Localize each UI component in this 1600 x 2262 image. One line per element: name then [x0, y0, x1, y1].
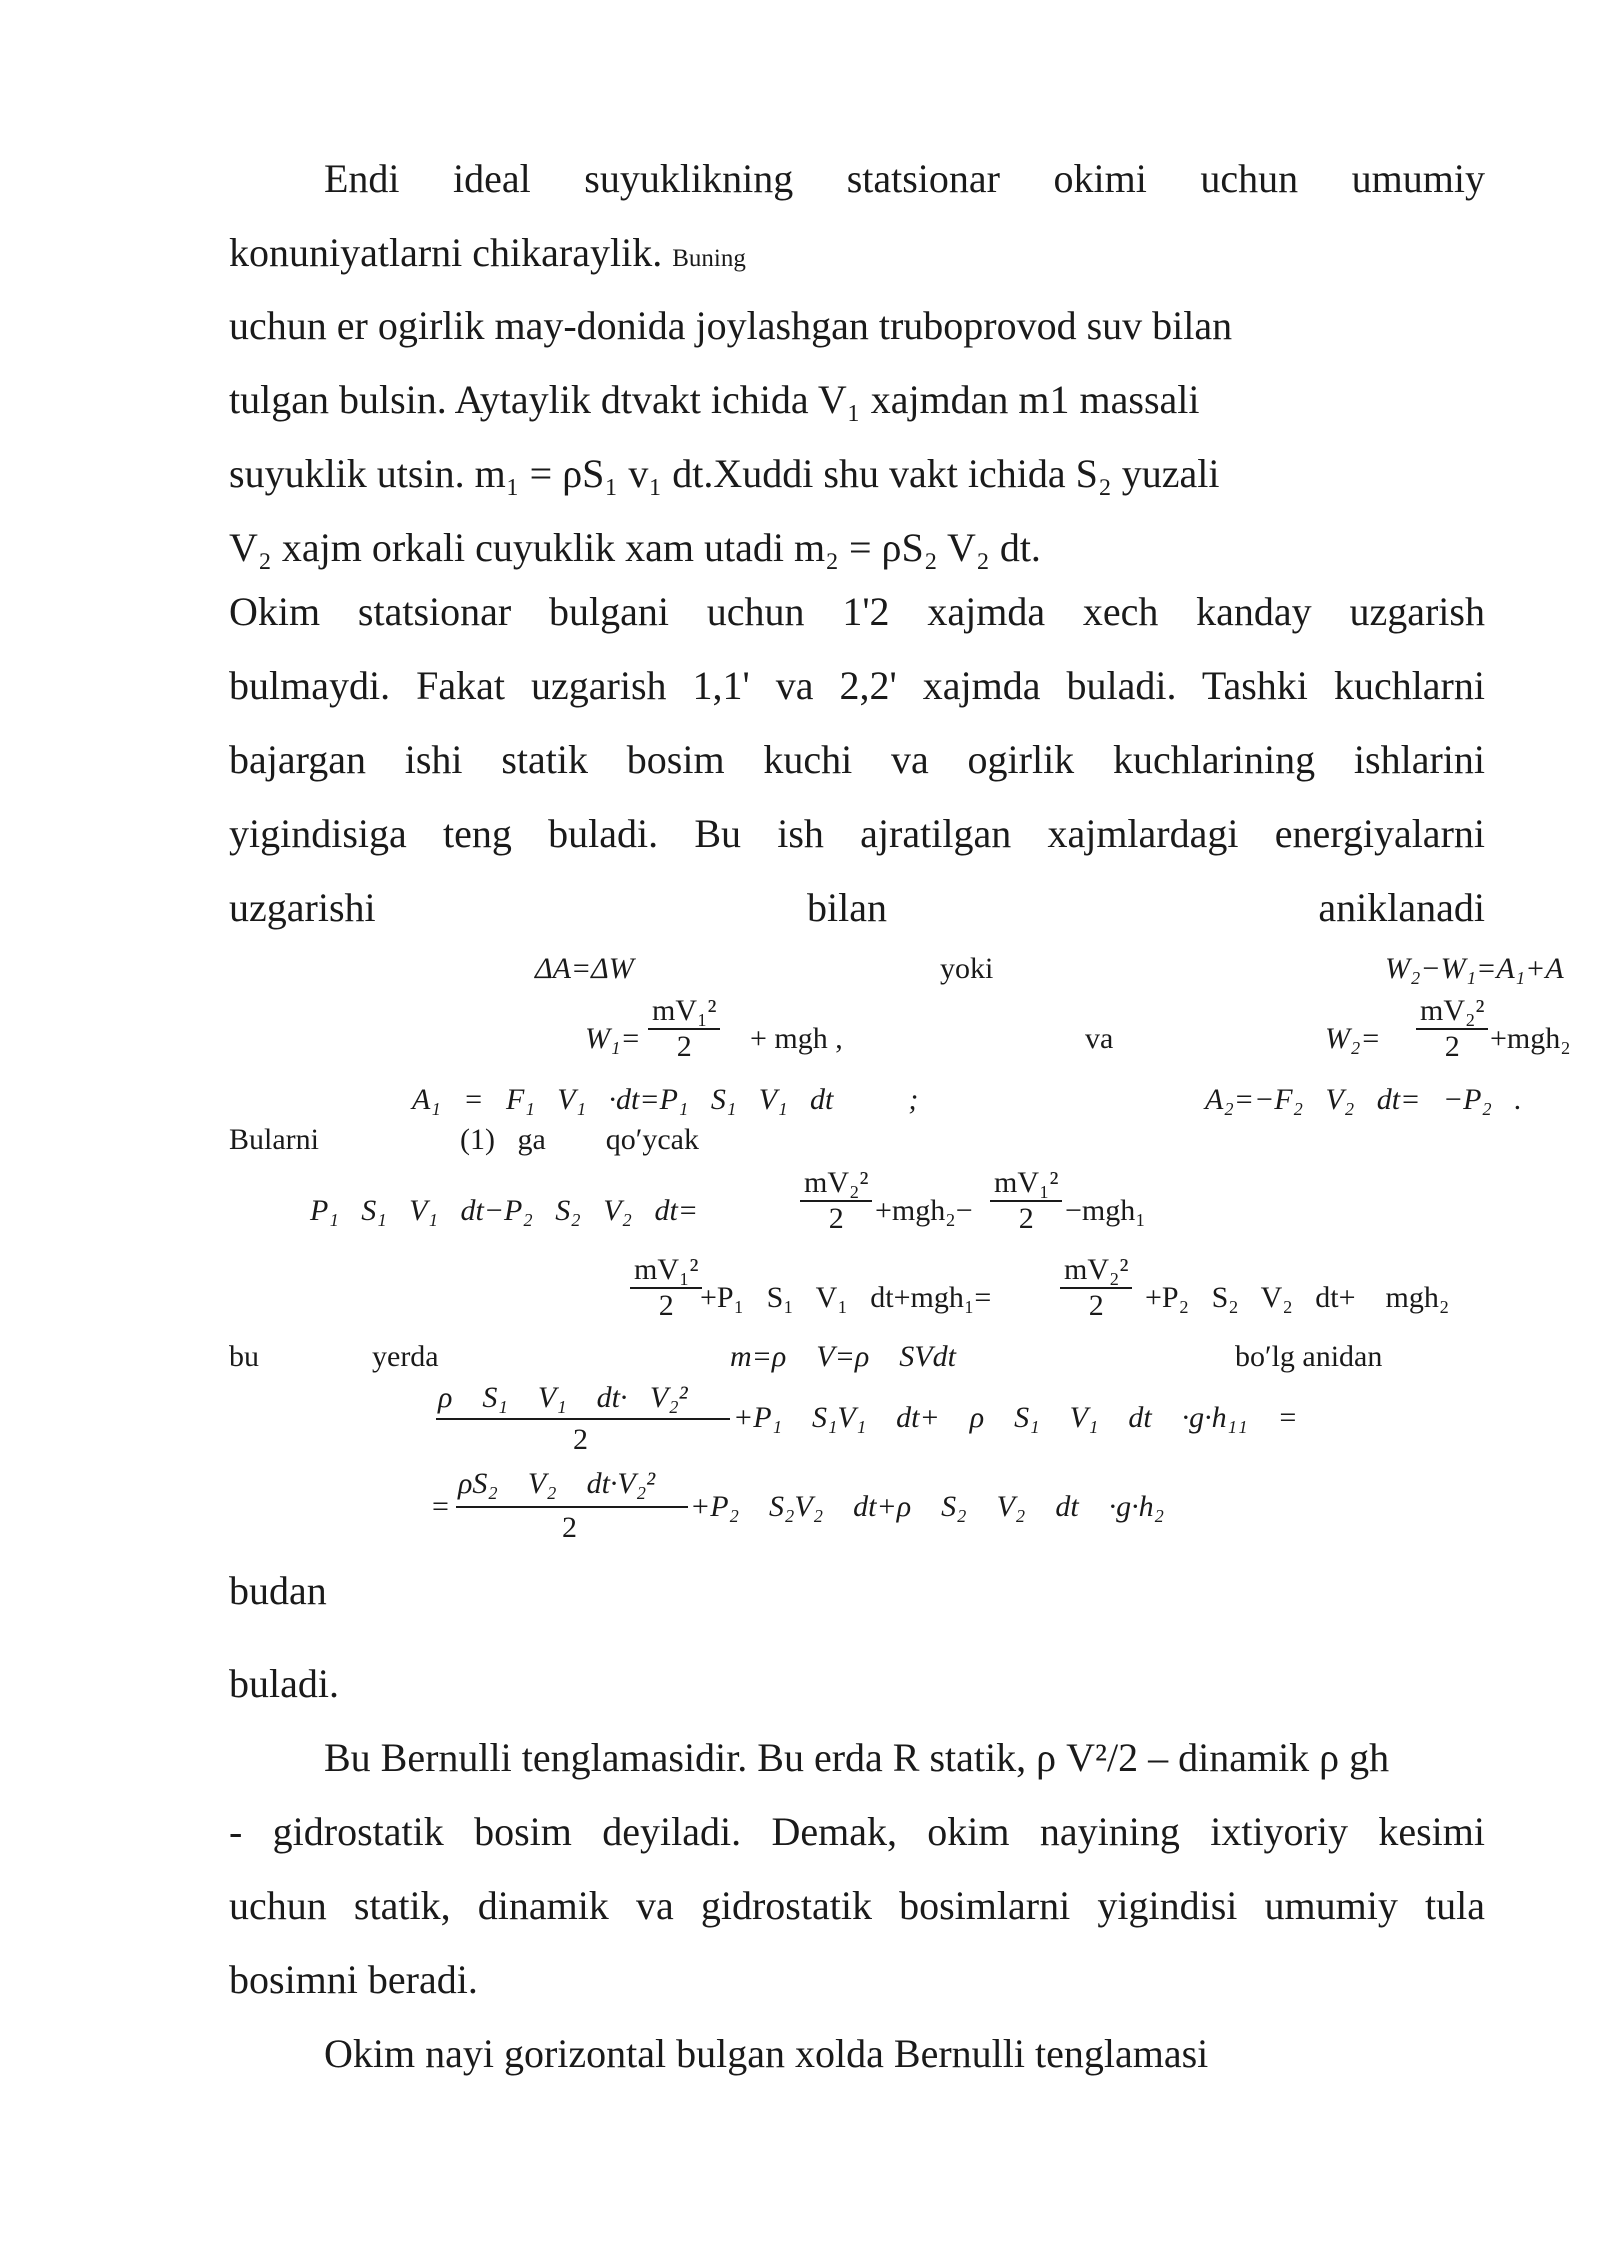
- word: uzgarishi: [229, 885, 376, 930]
- para3-line3: uchun statik, dinamik va gidrostatik bosimlarni yigindisi umumiy tula: [229, 1883, 1485, 1928]
- denominator: 2: [658, 1289, 674, 1322]
- bularni-rest: (1) ga qo′ycak: [460, 1123, 699, 1156]
- eq-a2: A₂=−F₂ V₂ dt= −P₂ .: [1205, 1083, 1522, 1116]
- word: umumiy: [1351, 156, 1485, 201]
- numerator: mV₂²: [800, 1166, 872, 1202]
- eq-w-diff: W₂−W₁=A₁+A: [1385, 952, 1564, 985]
- eq-e3-tail: +P₁ S₁V₁ dt+ ρ S₁ V₁ dt ·g·h₁₁ =: [733, 1401, 1298, 1434]
- word: okimi: [1053, 156, 1147, 201]
- eq-e1-tail: −mgh₁: [1065, 1194, 1146, 1227]
- para3-line1: Bu Bernulli tenglamasidir. Bu erda R statik, ρ V²/2 – dinamik ρ gh: [324, 1735, 1390, 1780]
- word: Endi: [324, 156, 400, 201]
- eq-m: m=ρ V=ρ SVdt: [730, 1340, 956, 1373]
- word: bilan: [807, 885, 887, 930]
- eq-e4-num: ρS₂ V₂ dt·V₂²: [458, 1467, 656, 1500]
- eq-e4-den: 2: [562, 1511, 577, 1544]
- eq-w2-fraction: [1416, 994, 1488, 1064]
- bolganidan-label: bo′lg anidan: [1235, 1340, 1383, 1373]
- eq-w2-tail: +mgh₂: [1490, 1022, 1571, 1055]
- eq-w1-lhs: W₁=: [585, 1022, 641, 1055]
- eq-delta: ΔA=ΔW: [535, 952, 634, 985]
- text: konuniyatlarni chikaraylik.: [229, 230, 663, 275]
- para2-line5: [229, 884, 1485, 932]
- eq-e4-fraction-bar: [456, 1506, 688, 1508]
- denominator: 2: [828, 1202, 844, 1235]
- eq-e1-lhs: P₁ S₁ V₁ dt−P₂ S₂ V₂ dt=: [310, 1194, 699, 1227]
- numerator: mV₁²: [630, 1253, 702, 1289]
- eq-e3-den: 2: [573, 1423, 588, 1456]
- para2-line3: bajargan ishi statik bosim kuchi va ogirlik kuchlarining ishlarini: [229, 737, 1485, 782]
- numerator: mV₂²: [1416, 994, 1488, 1030]
- eq-e4-equals: =: [432, 1490, 449, 1523]
- denominator: 2: [1444, 1030, 1460, 1063]
- para1-line1: [324, 155, 1485, 203]
- word: suyuklikning: [584, 156, 794, 201]
- word: aniklanadi: [1318, 885, 1485, 930]
- para3-line2: - gidrostatik bosim deyiladi. Demak, okim nayining ixtiyoriy kesimi: [229, 1809, 1485, 1854]
- para1-line5: suyuklik utsin. m₁ = ρS₁ v₁ dt.Xuddi shu vakt ichida S₂ yuzali: [229, 451, 1220, 496]
- eq-e1-fraction2: [990, 1166, 1062, 1236]
- eq-e2-tail: +P₂ S₂ V₂ dt+ mgh₂: [1130, 1281, 1450, 1314]
- word: ideal: [453, 156, 531, 201]
- denominator: 2: [1088, 1289, 1104, 1322]
- eq-w1-tail: + mgh ,: [750, 1022, 843, 1055]
- para1-line2: [229, 229, 746, 283]
- para2-line4: yigindisiga teng buladi. Bu ish ajratilgan xajmlardagi energiyalarni: [229, 811, 1485, 856]
- eq-yoki: yoki: [940, 952, 994, 985]
- word: statsionar: [846, 156, 1000, 201]
- numerator: mV₂²: [1060, 1253, 1132, 1289]
- numerator: mV₁²: [990, 1166, 1062, 1202]
- para2-line2: bulmaydi. Fakat uzgarish 1,1' va 2,2' xajmda buladi. Tashki kuchlarni: [229, 663, 1485, 708]
- eq-e1-fraction1: [800, 1166, 872, 1236]
- para4-line1: Okim nayi gorizontal bulgan xolda Bernulli tenglamasi: [324, 2031, 1209, 2076]
- eq-e4-tail: +P₂ S₂V₂ dt+ρ S₂ V₂ dt ·g·h₂: [690, 1490, 1165, 1523]
- budan-text: budan: [229, 1568, 327, 1613]
- eq-va: va: [1085, 1022, 1114, 1055]
- para2-line1: Okim statsionar bulgani uchun 1'2 xajmda xech kanday uzgarish: [229, 589, 1485, 634]
- para1-line3: uchun er ogirlik may-donida joylashgan truboprovod suv bilan: [229, 303, 1233, 348]
- eq-e3-fraction-bar: [436, 1418, 730, 1420]
- denominator: 2: [676, 1030, 692, 1063]
- para3-line4: bosimni beradi.: [229, 1957, 478, 2002]
- eq-w2-lhs: W₂=: [1325, 1022, 1381, 1055]
- eq-e1-mid: +mgh₂−: [875, 1194, 973, 1227]
- para1-line4: tulgan bulsin. Aytaylik dtvakt ichida V₁ xajmdan m1 massali: [229, 377, 1200, 422]
- word: uchun: [1200, 156, 1299, 201]
- buladi-text: buladi.: [229, 1661, 339, 1706]
- numerator: mV₁²: [648, 994, 720, 1030]
- yerda-label: yerda: [372, 1340, 439, 1373]
- eq-e2-fraction2: [1060, 1253, 1132, 1323]
- bularni-label: Bularni: [229, 1123, 319, 1156]
- denominator: 2: [1018, 1202, 1034, 1235]
- eq-a1: A₁ = F₁ V₁ ·dt=P₁ S₁ V₁ dt ;: [412, 1083, 919, 1116]
- eq-e2-fraction1: [630, 1253, 702, 1323]
- text-small: Buning: [672, 245, 746, 272]
- eq-e3-num: ρ S₁ V₁ dt· V₂²: [438, 1381, 688, 1414]
- eq-w1-fraction: [648, 994, 720, 1064]
- bu-label: bu: [229, 1340, 259, 1373]
- eq-e2-mid: +P₁ S₁ V₁ dt+mgh₁=: [700, 1281, 992, 1314]
- para1-line6: V₂ xajm orkali cuyuklik xam utadi m₂ = ρS₂ V₂ dt.: [229, 525, 1041, 570]
